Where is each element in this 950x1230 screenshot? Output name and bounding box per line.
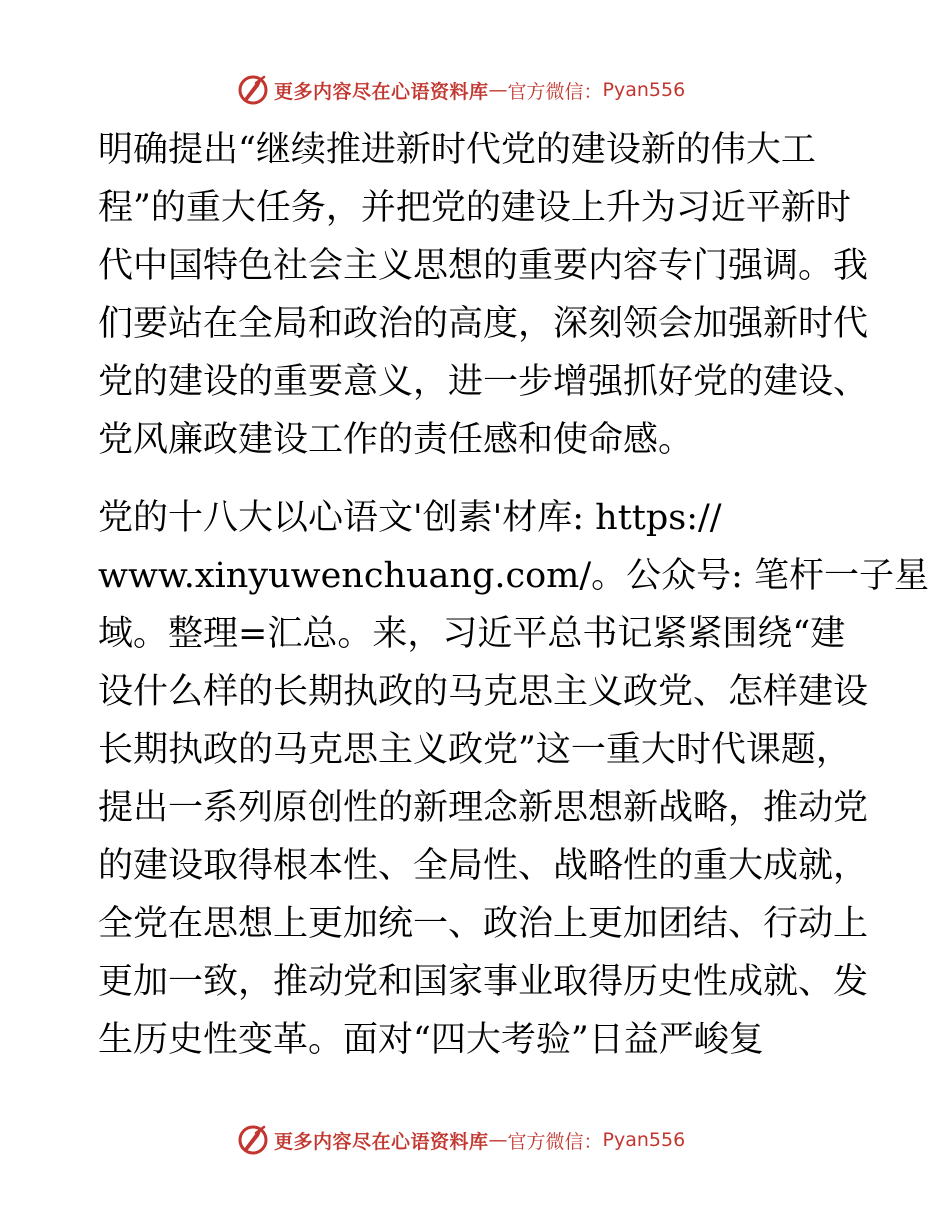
document-body <box>98 121 930 1069</box>
watermark-separator: — <box>488 79 508 101</box>
watermark-brand-text: 更多内容尽在心语资料库 <box>274 80 489 103</box>
watermark-separator: — <box>488 1129 508 1151</box>
paragraph-2 <box>98 489 930 1069</box>
text-line: 提出一系列原创性的新理念新思想新战略，推动党 <box>98 788 869 828</box>
text-line: 程”的重大任务，并把党的建设上升为习近平新时 <box>98 188 851 228</box>
quill-pen-logo-icon <box>236 1123 270 1157</box>
header-watermark <box>236 72 716 108</box>
text-line: 生历史性变革。面对“四大考验”日益严峻复 <box>98 1020 764 1060</box>
footer-watermark <box>236 1122 716 1158</box>
text-line: 域。整理=汇总。来，习近平总书记紧紧围绕“建 <box>98 614 846 654</box>
watermark-brand-text: 更多内容尽在心语资料库 <box>274 1130 489 1153</box>
text-line: 们要站在全局和政治的高度，深刻领会加强新时代 <box>98 304 869 344</box>
text-line: 党的十八大以心语文'创素'材库: https:// <box>98 498 722 538</box>
text-line: 党的建设的重要意义，进一步增强抓好党的建设、 <box>98 362 869 402</box>
paragraph-1 <box>98 121 869 469</box>
text-line: 长期执政的马克思主义政党”这一重大时代课题， <box>98 730 851 770</box>
watermark-wechat-id: Pyan556 <box>602 79 686 101</box>
paragraph-gap <box>98 469 858 489</box>
watermark-wechat-label: 官方微信： <box>507 1130 603 1153</box>
text-line: www.xinyuwenchuang.com/。公众号: 笔杆一子星 <box>98 556 930 596</box>
text-line: 全党在思想上更加统一、政治上更加团结、行动上 <box>98 904 869 944</box>
text-line: 明确提出“继续推进新时代党的建设新的伟大工 <box>98 130 816 170</box>
text-line: 代中国特色社会主义思想的重要内容专门强调。我 <box>98 246 869 286</box>
text-line: 的建设取得根本性、全局性、战略性的重大成就， <box>98 846 869 886</box>
text-line: 党风廉政建设工作的责任感和使命感。 <box>98 420 694 460</box>
text-line: 设什么样的长期执政的马克思主义政党、怎样建设 <box>98 672 869 712</box>
watermark-wechat-id: Pyan556 <box>602 1129 686 1151</box>
watermark-wechat-label: 官方微信： <box>507 80 603 103</box>
quill-pen-logo-icon <box>236 73 270 107</box>
text-line: 更加一致，推动党和国家事业取得历史性成就、发 <box>98 962 869 1002</box>
